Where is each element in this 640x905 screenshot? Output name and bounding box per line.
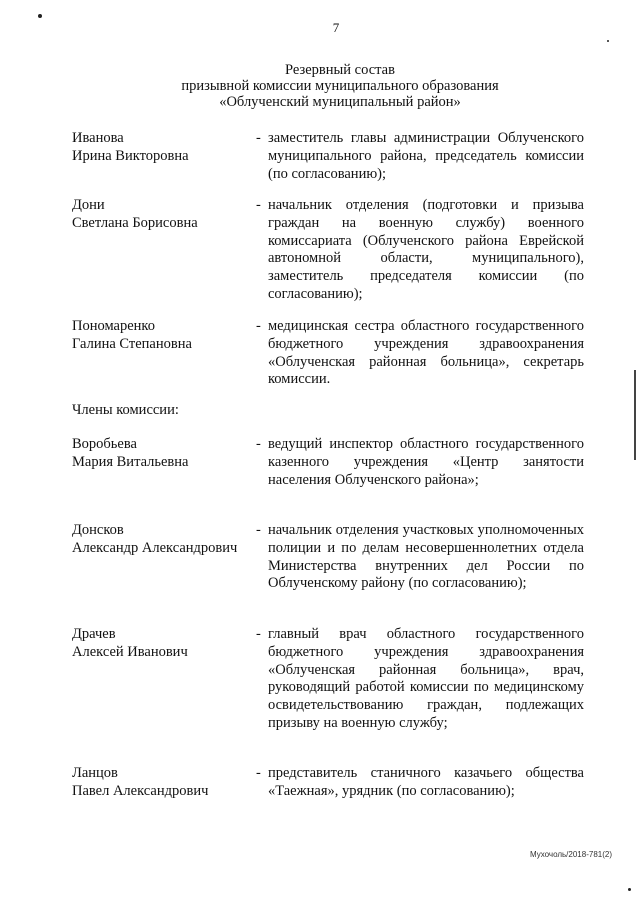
given-names: Галина Степановна [72,335,192,352]
person-role: главный врач областного государственного бюджетного учреждения здравоохранения «Облученская районная больница», врач, руководящий работой комиссии по медицинскому освидетельствованию граждан, подлежащих призыву на военную службу; [268,626,584,731]
person-name [72,522,252,558]
person-role: заместитель главы администрации Облученского муниципального района, председатель комиссии (по согласованию); [268,130,584,182]
scan-speck [38,14,42,18]
surname: Иванова [72,130,124,146]
heading-line: призывной комиссии муниципального образования [181,78,499,94]
person-name [72,626,252,662]
dash-separator: - [256,130,261,146]
person-role: медицинская сестра областного государственного бюджетного учреждения здравоохранения «Облученская районная больница», секретарь комиссии. [268,318,584,388]
person-name [72,765,252,801]
person-role: представитель станичного казачьего общества «Таежная», урядник (по согласованию); [268,765,584,799]
surname: Донсков [72,522,124,538]
given-names: Мария Витальевна [72,453,189,470]
surname: Драчев [72,626,116,642]
surname: Ланцов [72,765,118,781]
scan-edge-line [634,370,636,460]
given-names: Ирина Викторовна [72,147,189,164]
document-heading [0,62,640,110]
dash-separator: - [256,522,261,538]
dash-separator: - [256,765,261,781]
given-names: Александр Александрович [72,539,238,556]
heading-line: Резервный состав [285,62,395,78]
given-names: Светлана Борисовна [72,214,198,231]
surname: Дони [72,197,105,213]
person-name [72,130,252,166]
given-names: Алексей Иванович [72,643,188,660]
given-names: Павел Александрович [72,782,209,799]
dash-separator: - [256,626,261,642]
surname: Пономаренко [72,318,155,334]
person-role: ведущий инспектор областного государственного казенного учреждения «Центр занятости населения Облученского района»; [268,436,584,488]
page-number: 7 [332,20,340,35]
person-name [72,436,252,472]
person-role: начальник отделения участковых уполномоченных полиции и по делам несовершеннолетних отдела Министерства внутренних дел России по Облученскому району (по согласованию); [268,522,584,592]
person-role: начальник отделения (подготовки и призыва граждан на военную службу) военного комиссариата (Облученского района Еврейской автономной области, муниципального), заместитель председателя комиссии (по согласованию); [268,197,584,302]
dash-separator: - [256,436,261,452]
scan-speck [607,40,609,42]
scan-speck [628,888,631,891]
members-label: Члены комиссии: [72,402,179,418]
person-name [72,318,252,354]
surname: Воробьева [72,436,137,452]
dash-separator: - [256,197,261,213]
heading-line: «Облученский муниципальный район» [219,94,461,110]
dash-separator: - [256,318,261,334]
person-name [72,197,252,233]
document-code: Мухочоль/2018-781(2) [529,850,612,859]
